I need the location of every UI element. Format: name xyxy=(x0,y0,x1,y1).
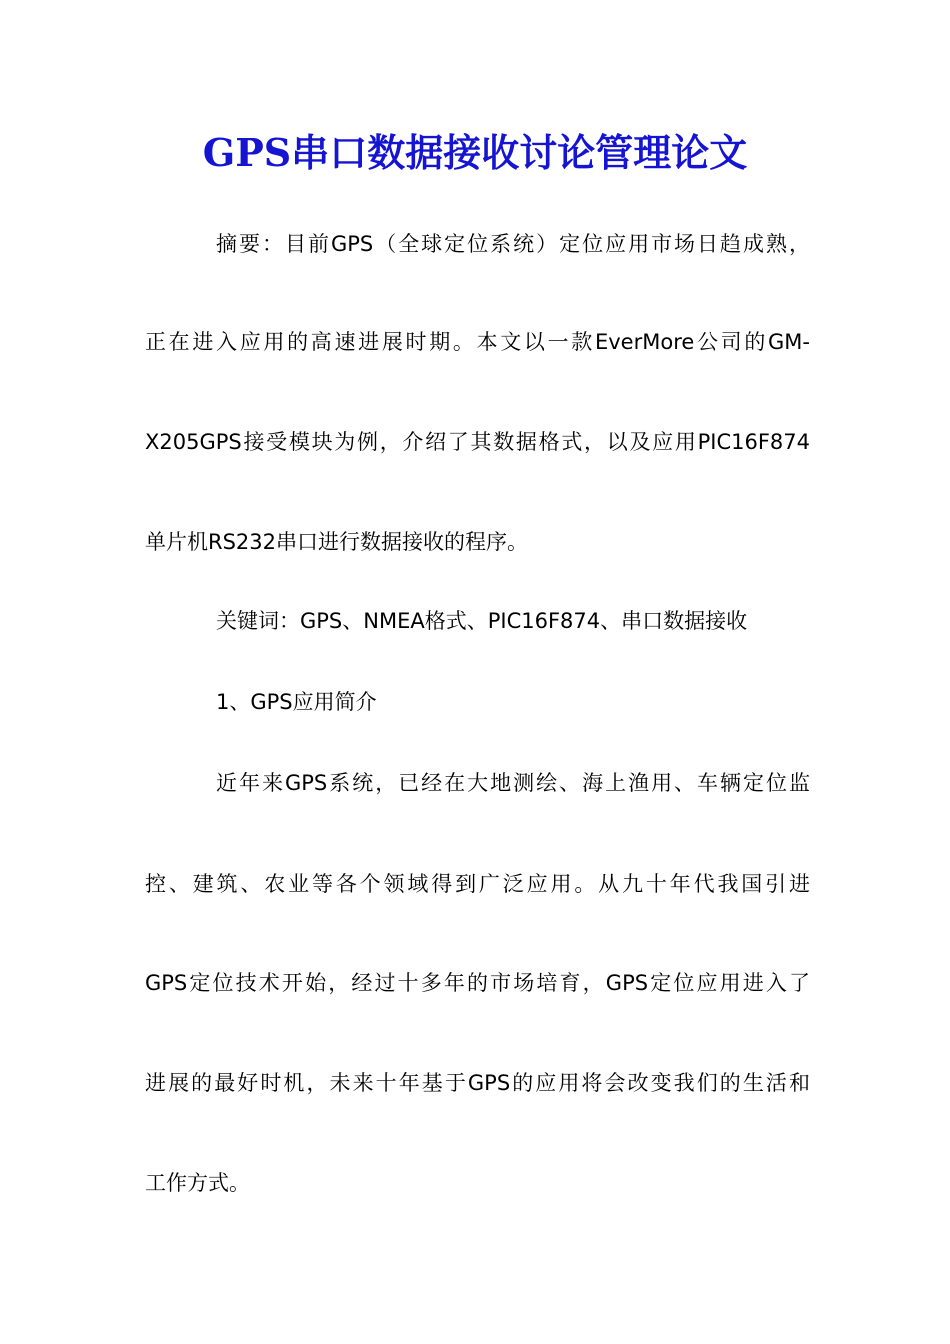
abstract-line-3: X205GPS接受模块为例，介绍了其数据格式，以及应用PIC16F874 xyxy=(145,430,810,454)
abstract-line-2: 正在进入应用的高速进展时期。本文以一款EverMore公司的GM- xyxy=(145,330,810,354)
abstract-line-4: 单片机RS232串口进行数据接收的程序。 xyxy=(145,530,529,554)
document-title: GPS串口数据接收讨论管理论文 xyxy=(202,130,748,175)
body-line-5: 工作方式。 xyxy=(145,1171,250,1195)
body-line-2: 控、建筑、农业等各个领域得到广泛应用。从九十年代我国引进 xyxy=(145,872,810,896)
keywords-line: 关键词：GPS、NMEA格式、PIC16F874、串口数据接收 xyxy=(216,609,748,633)
abstract-line-1: 摘要：目前GPS（全球定位系统）定位应用市场日趋成熟， xyxy=(216,232,810,256)
body-line-1: 近年来GPS系统，已经在大地测绘、海上渔用、车辆定位监 xyxy=(216,771,810,795)
body-line-4: 进展的最好时机，未来十年基于GPS的应用将会改变我们的生活和 xyxy=(145,1071,810,1095)
section-heading: 1、GPS应用简介 xyxy=(216,690,377,714)
body-line-3: GPS定位技术开始，经过十多年的市场培育，GPS定位应用进入了 xyxy=(145,971,810,995)
